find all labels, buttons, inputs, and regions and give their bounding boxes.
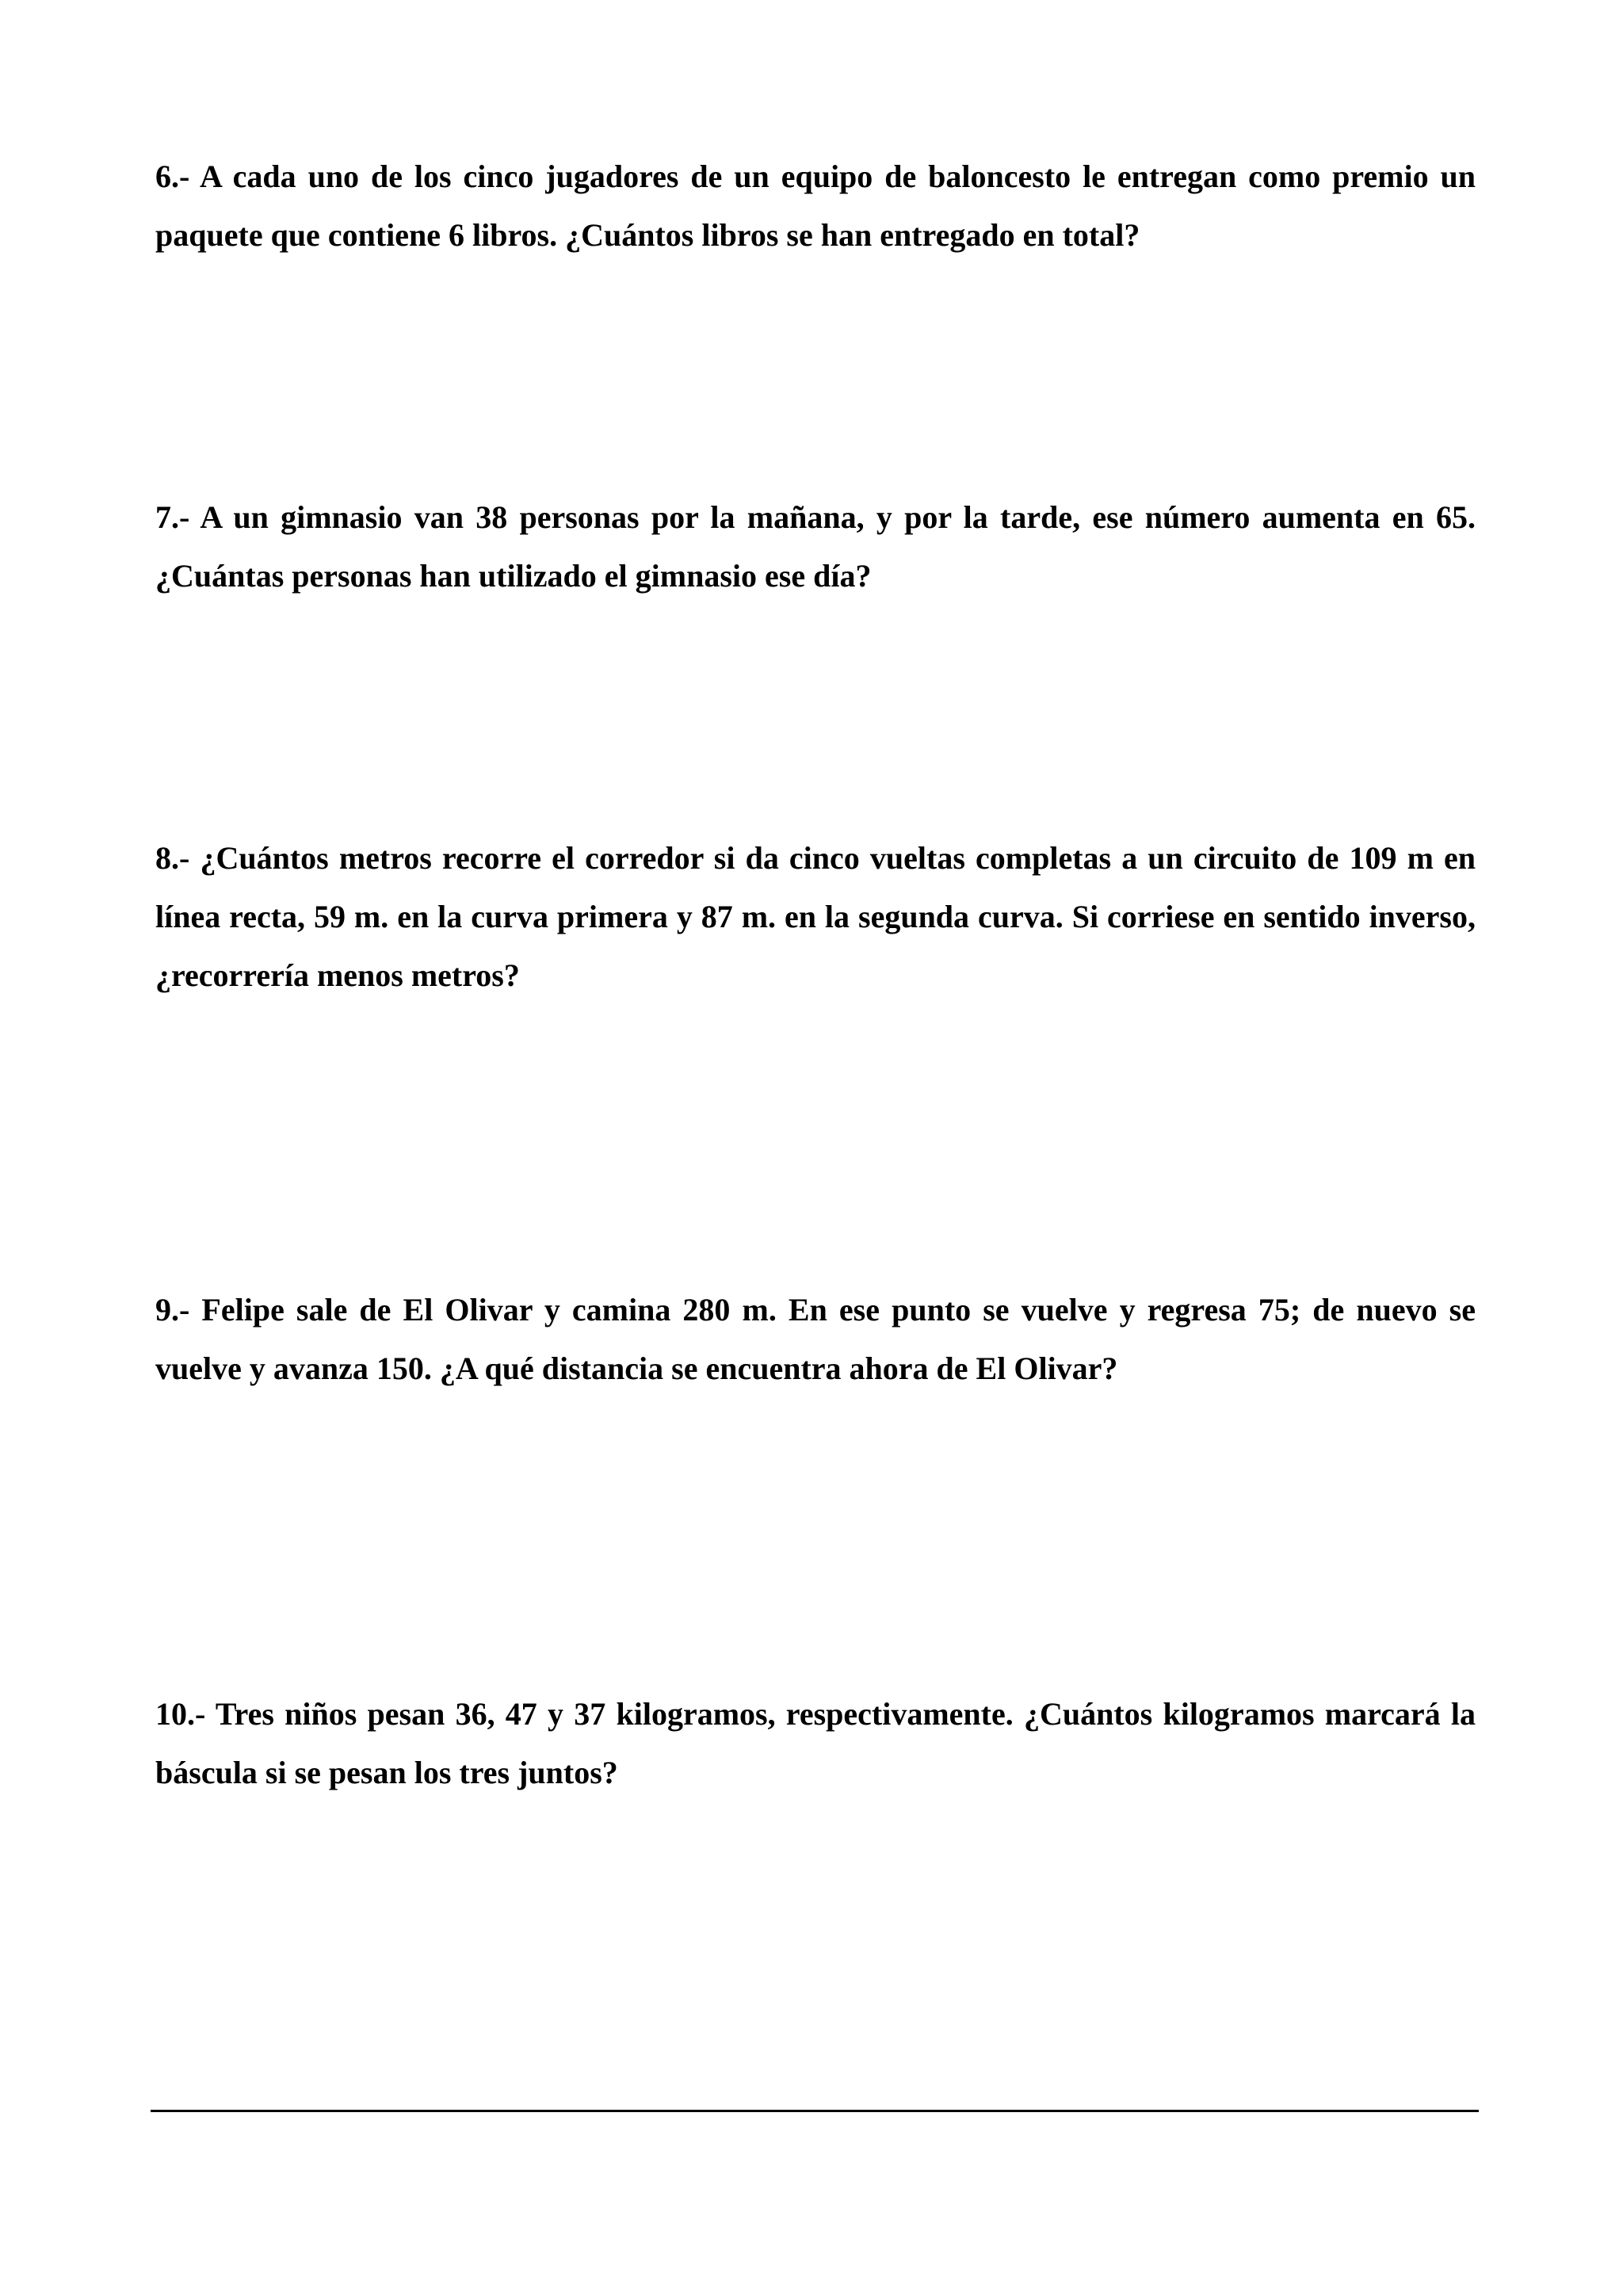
problem-number: 6.-: [155, 159, 190, 194]
problem-number: 9.-: [155, 1292, 190, 1328]
problem-number: 10.-: [155, 1696, 206, 1732]
problem-text: ¿Cuántos metros recorre el corredor si da cinco vueltas completas a un circuito de 109 m en línea recta, 59 m. en la curva primera y 87 m. en la segunda curva. Si corriese en sentido inverso, ¿recorrería menos metros?: [155, 840, 1476, 993]
problem-text: Tres niños pesan 36, 47 y 37 kilogramos, respectivamente. ¿Cuántos kilogramos marcará la báscula si se pesan los tres juntos?: [155, 1696, 1476, 1790]
footer-divider: [151, 2110, 1479, 2112]
problem-text: A cada uno de los cinco jugadores de un equipo de baloncesto le entregan como premio un paquete que contiene 6 libros. ¿Cuántos libros se han entregado en total?: [155, 159, 1476, 253]
problem-7: [155, 488, 1476, 606]
problem-6: [155, 147, 1476, 265]
problem-9: [155, 1281, 1476, 1398]
problem-8: [155, 829, 1476, 1005]
problem-number: 7.-: [155, 499, 190, 535]
problem-text: A un gimnasio van 38 personas por la mañana, y por la tarde, ese número aumenta en 65. ¿Cuántas personas han utilizado el gimnasio ese día?: [155, 499, 1476, 594]
problem-text: Felipe sale de El Olivar y camina 280 m. En ese punto se vuelve y regresa 75; de nuevo se vuelve y avanza 150. ¿A qué distancia se encuentra ahora de El Olivar?: [155, 1292, 1476, 1386]
problem-number: 8.-: [155, 840, 190, 876]
problem-10: [155, 1685, 1476, 1802]
